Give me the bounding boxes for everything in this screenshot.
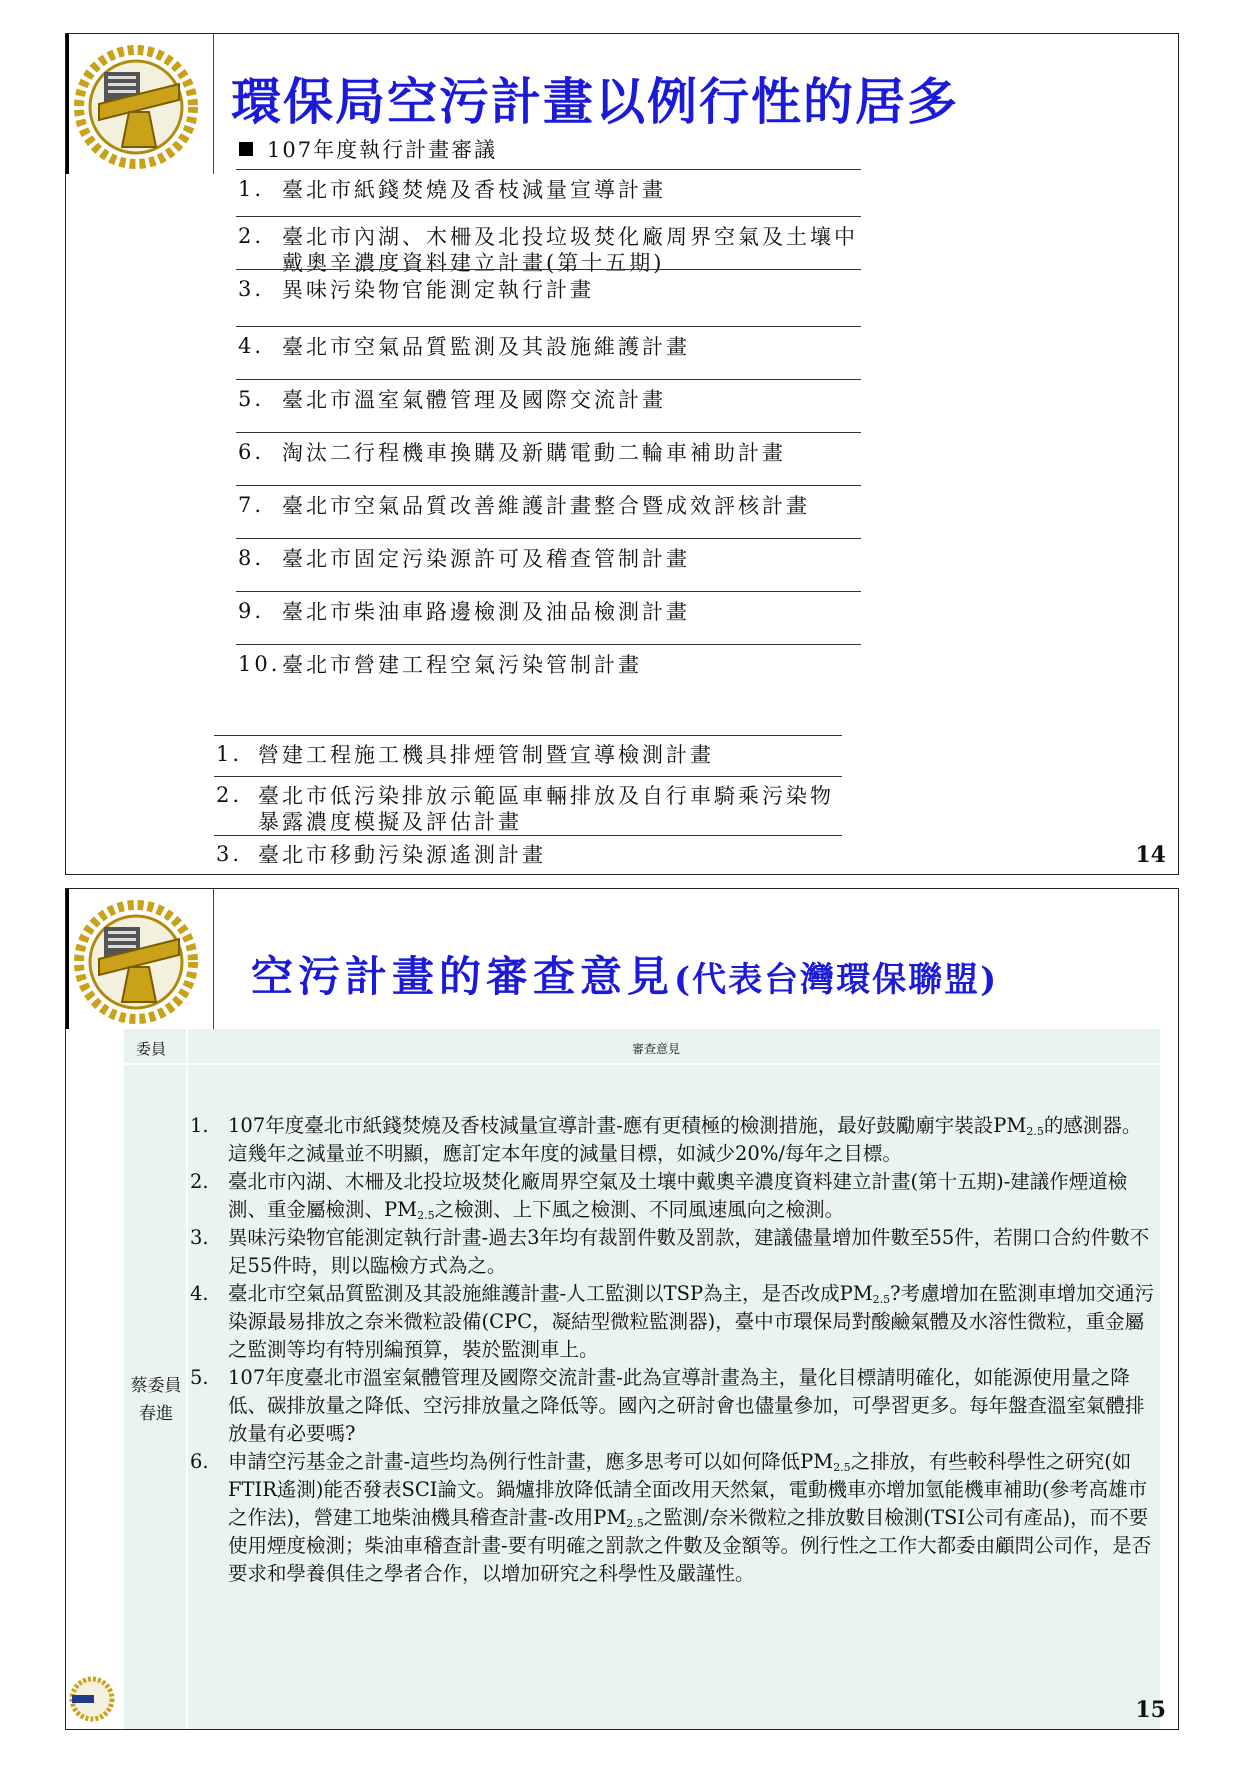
item-text: 臺北市空氣品質改善維護計畫整合暨成效評核計畫	[282, 494, 810, 518]
subscript: 2.5	[626, 1517, 644, 1530]
opinion-text: 之監測/奈米微粒之排放數目檢測(TSI公司有產品)，而不要使用煙度檢測；柴油車稽查計畫-要有明確之罰款之件數及金額等。例行性之工作大都委由顧問公司作，是否要求和學養俱佳之學者合作，以增加研究之科學性及嚴謹性。	[228, 1506, 1152, 1585]
item-number: 10.	[238, 652, 281, 676]
slide-left-bar	[66, 889, 69, 1029]
gear-logo-icon	[74, 42, 199, 172]
item-text: 臺北市移動污染源遙測計畫	[258, 843, 546, 867]
list-item	[214, 776, 842, 835]
opinion-list	[190, 1112, 1155, 1588]
page-number: 14	[1135, 842, 1166, 868]
section-heading-text: 107年度執行計畫審議	[267, 138, 498, 162]
subscript: 2.5	[417, 1209, 435, 1222]
title-main: 空污計畫的審查意見	[251, 952, 675, 1001]
opinion-text: 之檢測、上下風之檢測、不同風速風向之檢測。	[434, 1198, 845, 1221]
opinion-text: 申請空污基金之計畫-這些均為例行性計畫，應多思考可以如何降低PM	[228, 1450, 834, 1473]
list-item	[236, 326, 861, 379]
list-item	[236, 216, 861, 275]
section-heading	[239, 134, 497, 164]
opinion-item	[190, 1448, 1155, 1588]
opinion-text: 臺北市內湖、木柵及北投垃圾焚化廠周界空氣及土壤中戴奧辛濃度資料建立計畫(第十五期)-建議作煙道檢測、重金屬檢測、PM	[228, 1170, 1128, 1221]
member-name	[126, 1372, 186, 1428]
item-text: 臺北市低污染排放示範區車輛排放及自行車騎乘污染物暴露濃度模擬及評估計畫	[258, 784, 834, 834]
sub-plan-list	[214, 735, 842, 875]
title-sub: (代表台灣環保聯盟)	[674, 960, 999, 1000]
mini-logo-icon	[68, 1675, 116, 1723]
item-number: 4.	[238, 334, 265, 358]
item-number: 9.	[238, 599, 265, 623]
item-text: 異味污染物官能測定執行計畫	[282, 278, 594, 302]
opinion-number: 5.	[190, 1366, 209, 1389]
slide-left-bar	[66, 34, 69, 174]
list-item	[236, 644, 861, 697]
item-text: 臺北市紙錢焚燒及香枝減量宣導計畫	[282, 178, 666, 202]
list-item	[236, 169, 861, 216]
list-item	[236, 485, 861, 538]
item-number: 8.	[238, 546, 265, 570]
header-divider-row	[124, 1063, 1160, 1065]
item-text: 臺北市柴油車路邊檢測及油品檢測計畫	[282, 600, 690, 624]
opinion-text: 107年度臺北市溫室氣體管理及國際交流計畫-此為宣導計畫為主，量化目標請明確化，如能源使用量之降低、碳排放量之降低、空污排放量之降低等。國內之研討會也儘量參加，可學習更多。每年盤查溫室氣體排放量有必要嗎?	[228, 1366, 1145, 1445]
list-item	[236, 379, 861, 432]
item-number: 1.	[216, 742, 243, 766]
header-opinion: 審查意見	[632, 1042, 681, 1056]
header-divider	[213, 889, 214, 1029]
item-text: 臺北市內湖、木柵及北投垃圾焚化廠周界空氣及土壤中戴奧辛濃度資料建立計畫(第十五期)	[282, 225, 858, 275]
list-item	[214, 735, 842, 776]
item-text: 臺北市固定污染源許可及稽查管制計畫	[282, 547, 690, 571]
item-number: 3.	[216, 842, 243, 866]
opinion-item	[190, 1280, 1155, 1364]
slide-title: 環保局空污計畫以例行性的居多	[231, 72, 959, 131]
gear-logo-icon	[74, 897, 199, 1027]
opinion-number: 4.	[190, 1282, 209, 1305]
review-table	[124, 1029, 1160, 1729]
list-item	[236, 269, 861, 326]
item-number: 2.	[238, 224, 265, 248]
list-item	[236, 591, 861, 644]
opinion-item	[190, 1168, 1155, 1224]
item-text: 臺北市空氣品質監測及其設施維護計畫	[282, 335, 690, 359]
opinion-item	[190, 1224, 1155, 1280]
opinion-number: 2.	[190, 1170, 209, 1193]
opinion-item	[190, 1364, 1155, 1448]
opinion-number: 3.	[190, 1226, 209, 1249]
header-member: 委員	[136, 1040, 167, 1058]
slide-15	[65, 888, 1179, 1730]
subscript: 2.5	[1026, 1125, 1044, 1138]
item-number: 6.	[238, 440, 265, 464]
member-name-line1: 蔡委員	[130, 1376, 182, 1396]
column-divider	[186, 1029, 188, 1729]
item-text: 營建工程施工機具排煙管制暨宣導檢測計畫	[258, 743, 714, 767]
item-number: 7.	[238, 493, 265, 517]
square-bullet-icon	[239, 142, 253, 156]
item-number: 5.	[238, 387, 265, 411]
opinion-text: 臺北市空氣品質監測及其設施維護計畫-人工監測以TSP為主，是否改成PM	[228, 1282, 873, 1305]
item-text: 淘汰二行程機車換購及新購電動二輪車補助計畫	[282, 441, 786, 465]
subscript: 2.5	[833, 1461, 851, 1474]
opinion-text: 107年度臺北市紙錢焚燒及香枝減量宣導計畫-應有更積極的檢測措施，最好鼓勵廟宇裝設PM	[228, 1114, 1027, 1137]
opinion-text: 之排放，有些較科學性之研究(如FTIR遙測)能否發表SCI論文。鍋爐排放降低請全面改用天然氣，電動機車亦增加氫能機車補助(參考高雄市之作法)，營建工地柴油機具稽查計畫-改用PM	[228, 1450, 1148, 1529]
item-text: 臺北市營建工程空氣污染管制計畫	[282, 653, 642, 677]
item-number: 2.	[216, 783, 243, 807]
list-item	[236, 432, 861, 485]
list-item	[236, 538, 861, 591]
list-item	[214, 835, 842, 875]
opinion-item	[190, 1112, 1155, 1168]
slide-14	[65, 33, 1179, 875]
member-name-line2: 春進	[139, 1404, 173, 1424]
item-text: 臺北市溫室氣體管理及國際交流計畫	[282, 388, 666, 412]
item-number: 1.	[238, 177, 265, 201]
opinion-text: 異味污染物官能測定執行計畫-過去3年均有裁罰件數及罰款，建議儘量增加件數至55件，若開口合約件數不足55件時，則以臨檢方式為之。	[228, 1226, 1150, 1277]
opinion-text: 的感測器。這幾年之減量並不明顯，應訂定本年度的減量目標，如減少20%/每年之目標。	[228, 1114, 1142, 1165]
opinion-text: ?考慮增加在監測車增加交通污染源最易排放之奈米微粒設備(CPC，凝結型微粒監測器)，臺中市環保局對酸鹼氣體及水溶性微粒，重金屬之監測等均有特別編預算，裝於監測車上。	[228, 1282, 1155, 1361]
page-number: 15	[1135, 1697, 1166, 1723]
header-divider	[213, 34, 214, 174]
item-number: 3.	[238, 277, 265, 301]
opinion-number: 6.	[190, 1450, 209, 1473]
opinion-number: 1.	[190, 1114, 209, 1137]
subscript: 2.5	[872, 1293, 891, 1306]
plan-list	[236, 169, 861, 697]
slide-title	[251, 944, 998, 1004]
